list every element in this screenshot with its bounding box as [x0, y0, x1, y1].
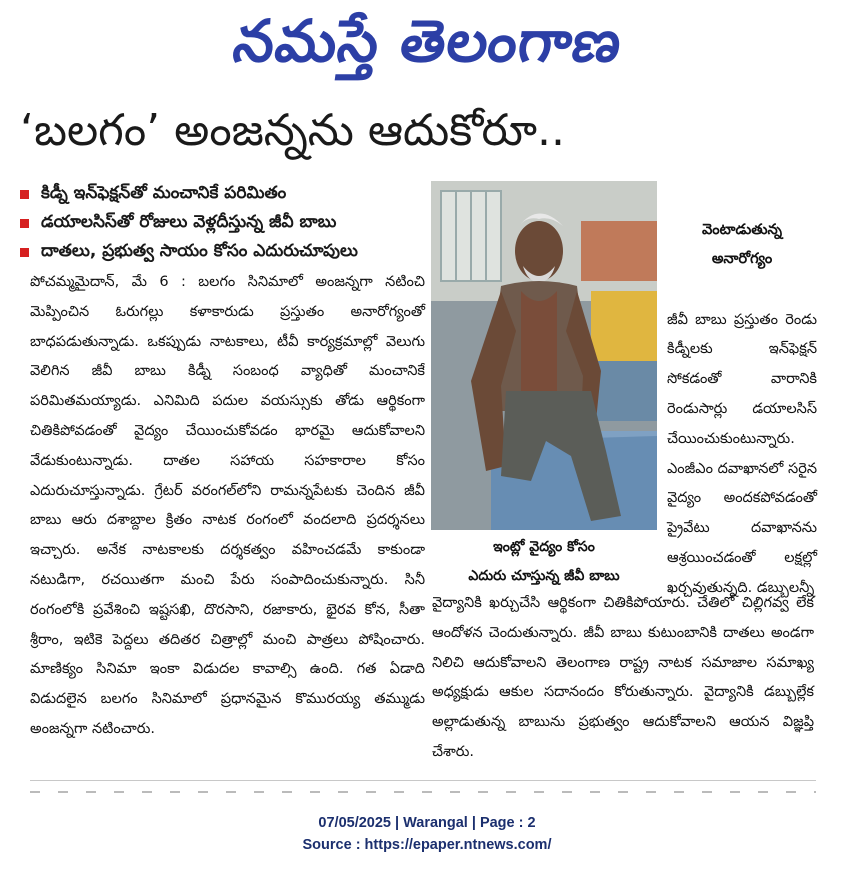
bullet-square-icon — [20, 248, 29, 257]
masthead — [0, 0, 854, 96]
bullet-item — [20, 180, 425, 209]
bullet-item — [20, 209, 425, 238]
bullet-square-icon — [20, 219, 29, 228]
cut-line-divider — [30, 780, 816, 797]
photo-caption — [431, 533, 657, 591]
footer-date-line: 07/05/2025 | Warangal | Page : 2 — [318, 815, 536, 831]
bullet-text: కిడ్నీ ఇన్‌ఫెక్షన్‌తో మంచానికే పరిమితం — [41, 182, 287, 203]
article-body-continued: వైద్యానికి ఖర్చుచేసి ఆర్థికంగా చితికిపోయారు. చేతిలో చిల్లిగవ్వ లేక ఆందోళన చెందుతున్నారు. జీవీ బాబు కుటుంబానికి దాతలు అండగా నిలిచి ఆదుకోవాలని తెలంగాణ రాష్ట్ర నాటక సమాజాల సమాఖ్య అధ్యక్షుడు ఆకుల సదానందం కోరుతున్నారు. వైద్యానికి డబ్బుల్లేక అల్లాడుతున్న బాబును ప్రభుత్వం ఆదుకోవాలని ఆయన విజ్ఞప్తి చేశారు. — [432, 595, 814, 760]
bullet-list — [20, 180, 425, 267]
photo-illustration — [431, 181, 657, 530]
article-body-left: పోచమ్మమైదాన్, మే 6 : బలగం సినిమాలో అంజన్నగా నటించి మెప్పించిన ఓరుగల్లు కళాకారుడు ప్రస్తుతం అనారోగ్యంతో బాధపడుతున్నాడు. ఒకప్పుడు నాటకాలు, టీవీ కార్యక్రమాల్లో వెలుగు వెలిగిన జీవీ బాబు కిడ్నీ సంబంధ వ్యాధితో మంచానికే పరిమితమయ్యాడు. ఎనిమిది పదుల వయస్సుకు తోడు ఆర్థికంగా చితికిపోవడంతో వైద్యం చేయించుకోవడం భారమై ఆదుకోవాలని వేడుకుంటున్నాడు. దాతల సహాయ సహకారాల కోసం ఎదురుచూస్తున్నాడు. గ్రేటర్ వరంగల్‌లోని రామన్నపేటకు చెందిన జీవీ బాబు ఆరు దశాబ్దాల క్రితం నాటక రంగంలో వందలాది ప్రదర్శనలు ఇచ్చారు. అనేక నాటకాలకు దర్శకత్వం వహించడమే కాకుండా నటుడిగా, రచయితగా మంచి పేరు సంపాదించుకున్నారు. సినీ రంగంలోకి ప్రవేశించి ఇష్టసఖి, దొరసాని, రజాకారు, భైరవ కోన, సీతా శ్రీరాం, ఇటికె పెద్దలు తదితర చిత్రాల్లో మంచి పాత్రలు పోషించారు. మాణిక్యం సినిమా ఇంకా విడుదల కావాల్సి ఉంది. గత ఏడాది విడుదలైన బలగం సినిమాలో ప్రధానమైన కొమురయ్య తమ్ముడు అంజన్నగా నటించారు. — [30, 274, 425, 737]
bullet-item — [20, 238, 425, 267]
source-footer — [0, 812, 854, 856]
article-photo — [431, 181, 657, 530]
bullet-square-icon — [20, 190, 29, 199]
bullet-text: దాతలు, ప్రభుత్వ సాయం కోసం ఎదురుచూపులు — [41, 240, 358, 261]
article-body-right-text: జీవీ బాబు ప్రస్తుతం రెండు కిడ్నీలకు ఇన్‌ఫెక్షన్ సోకడంతో వారానికి రెండుసార్లు డయాలసిస్ చేయించుకుంటున్నారు. ఎంజీఎం దవాఖానలో సరైన వైద్యం అందకపోవడంతో ప్రైవేటు దవాఖానను ఆశ్రయించడంతో లక్షల్లో ఖర్చవుతున్నది. డబ్బులన్నీ — [667, 311, 817, 596]
article-body-right — [667, 186, 817, 633]
bullet-text: డయాలసిస్‌తో రోజులు వెళ్లదీస్తున్న జీవీ బాబు — [41, 211, 337, 232]
headline: ‘బలగం’ అంజన్నను ఆదుకోరూ.. — [20, 105, 565, 156]
footer-source-link[interactable]: Source : https://epaper.ntnews.com/ — [302, 837, 552, 853]
subheading: వెంటాడుతున్న అనారోగ్యం — [701, 221, 783, 267]
caption-line: ఎదురు చూస్తున్న జీవీ బాబు — [468, 568, 620, 584]
masthead-title: నమస్తే తెలంగాణ — [229, 6, 627, 75]
caption-line: ఇంట్లో వైద్యం కోసం — [493, 539, 595, 555]
